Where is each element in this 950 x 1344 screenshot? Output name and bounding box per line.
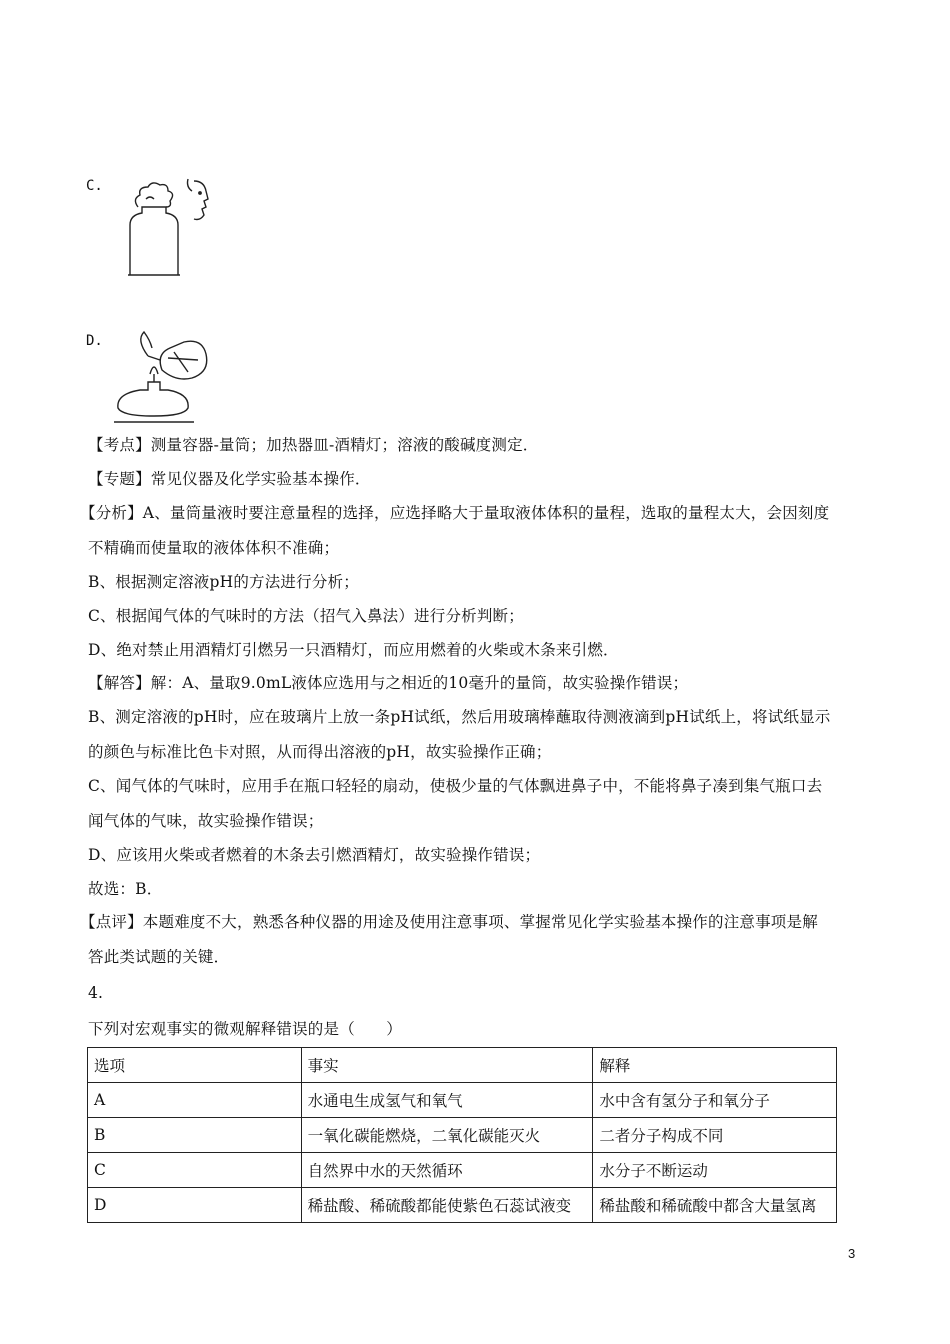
- question-4-stem: 下列对宏观事实的微观解释错误的是（ ）: [88, 1020, 403, 1038]
- fenxi-line-b: B、根据测定溶液pH的方法进行分析；: [88, 573, 359, 591]
- table-header-cell: 事实: [301, 1048, 593, 1083]
- kaodian-line: 【考点】测量容器-量筒；加热器皿-酒精灯；溶液的酸碱度测定．: [88, 436, 539, 454]
- fenxi-line-2: 不精确而使量取的液体体积不准确；: [88, 539, 340, 557]
- table-cell: 二者分子构成不同: [593, 1118, 837, 1153]
- fenxi-line-c: C、根据闻气体的气味时的方法（招气入鼻法）进行分析判断；: [88, 607, 524, 625]
- jieda-line-c1: C、闻气体的气味时，应用手在瓶口轻轻的扇动，使极少量的气体飘进鼻子中，不能将鼻子凑到集气瓶口去: [88, 777, 823, 795]
- dianping-line-2: 答此类试题的关键．: [88, 948, 230, 966]
- fenxi-line-d: D、绝对禁止用酒精灯引燃另一只酒精灯，而应用燃着的火柴或木条来引燃．: [88, 641, 619, 659]
- table-row: [88, 1153, 837, 1188]
- table-header-row: [88, 1048, 837, 1083]
- question-4-table: [87, 1047, 837, 1223]
- jieda-line-b2: 的颜色与标准比色卡对照，从而得出溶液的pH，故实验操作正确；: [88, 743, 552, 761]
- table-cell: 稀盐酸和稀硫酸中都含大量氢离: [593, 1188, 837, 1223]
- page-number: 3: [848, 1246, 856, 1261]
- table-cell: 稀盐酸、稀硫酸都能使紫色石蕊试液变: [301, 1188, 593, 1223]
- table-cell: B: [88, 1118, 302, 1153]
- fenxi-line-1: 【分析】A、量筒量液时要注意量程的选择，应选择略大于量取液体体积的量程，选取的量程太大，会因刻度: [80, 504, 830, 522]
- table-cell: 一氧化碳能燃烧，二氧化碳能灭火: [301, 1118, 593, 1153]
- table-cell: 水通电生成氢气和氧气: [301, 1083, 593, 1118]
- table-cell: 自然界中水的天然循环: [301, 1153, 593, 1188]
- table-header-cell: 解释: [593, 1048, 837, 1083]
- jieda-line-a: 【解答】解：A、量取9.0mL液体应选用与之相近的10毫升的量筒，故实验操作错误；: [88, 674, 689, 692]
- question-4-number: 4.: [88, 984, 104, 1002]
- table-cell: A: [88, 1083, 302, 1118]
- alcohol-lamp-lighting-illustration: [110, 330, 210, 426]
- table-header-cell: 选项: [88, 1048, 302, 1083]
- table-row: [88, 1083, 837, 1118]
- table-cell: 水中含有氢分子和氧分子: [593, 1083, 837, 1118]
- dianping-line-1: 【点评】本题难度不大，熟悉各种仪器的用途及使用注意事项、掌握常见化学实验基本操作的注意事项是解: [80, 913, 818, 931]
- guxuan-line: 故选：B．: [88, 880, 163, 898]
- jieda-line-c2: 闻气体的气味，故实验操作错误；: [88, 812, 324, 830]
- option-c-label: C.: [86, 178, 103, 194]
- zhuanti-line: 【专题】常见仪器及化学实验基本操作．: [88, 470, 371, 488]
- gas-bottle-smell-illustration: [108, 177, 224, 277]
- jieda-line-b1: B、测定溶液的pH时，应在玻璃片上放一条pH试纸，然后用玻璃棒蘸取待测液滴到pH试纸上，将试纸显示: [88, 708, 831, 726]
- table-cell: D: [88, 1188, 302, 1223]
- option-d-label: D.: [86, 333, 103, 349]
- table-cell: C: [88, 1153, 302, 1188]
- table-cell: 水分子不断运动: [593, 1153, 837, 1188]
- table-row: [88, 1188, 837, 1223]
- table-row: [88, 1118, 837, 1153]
- jieda-line-d: D、应该用火柴或者燃着的木条去引燃酒精灯，故实验操作错误；: [88, 846, 541, 864]
